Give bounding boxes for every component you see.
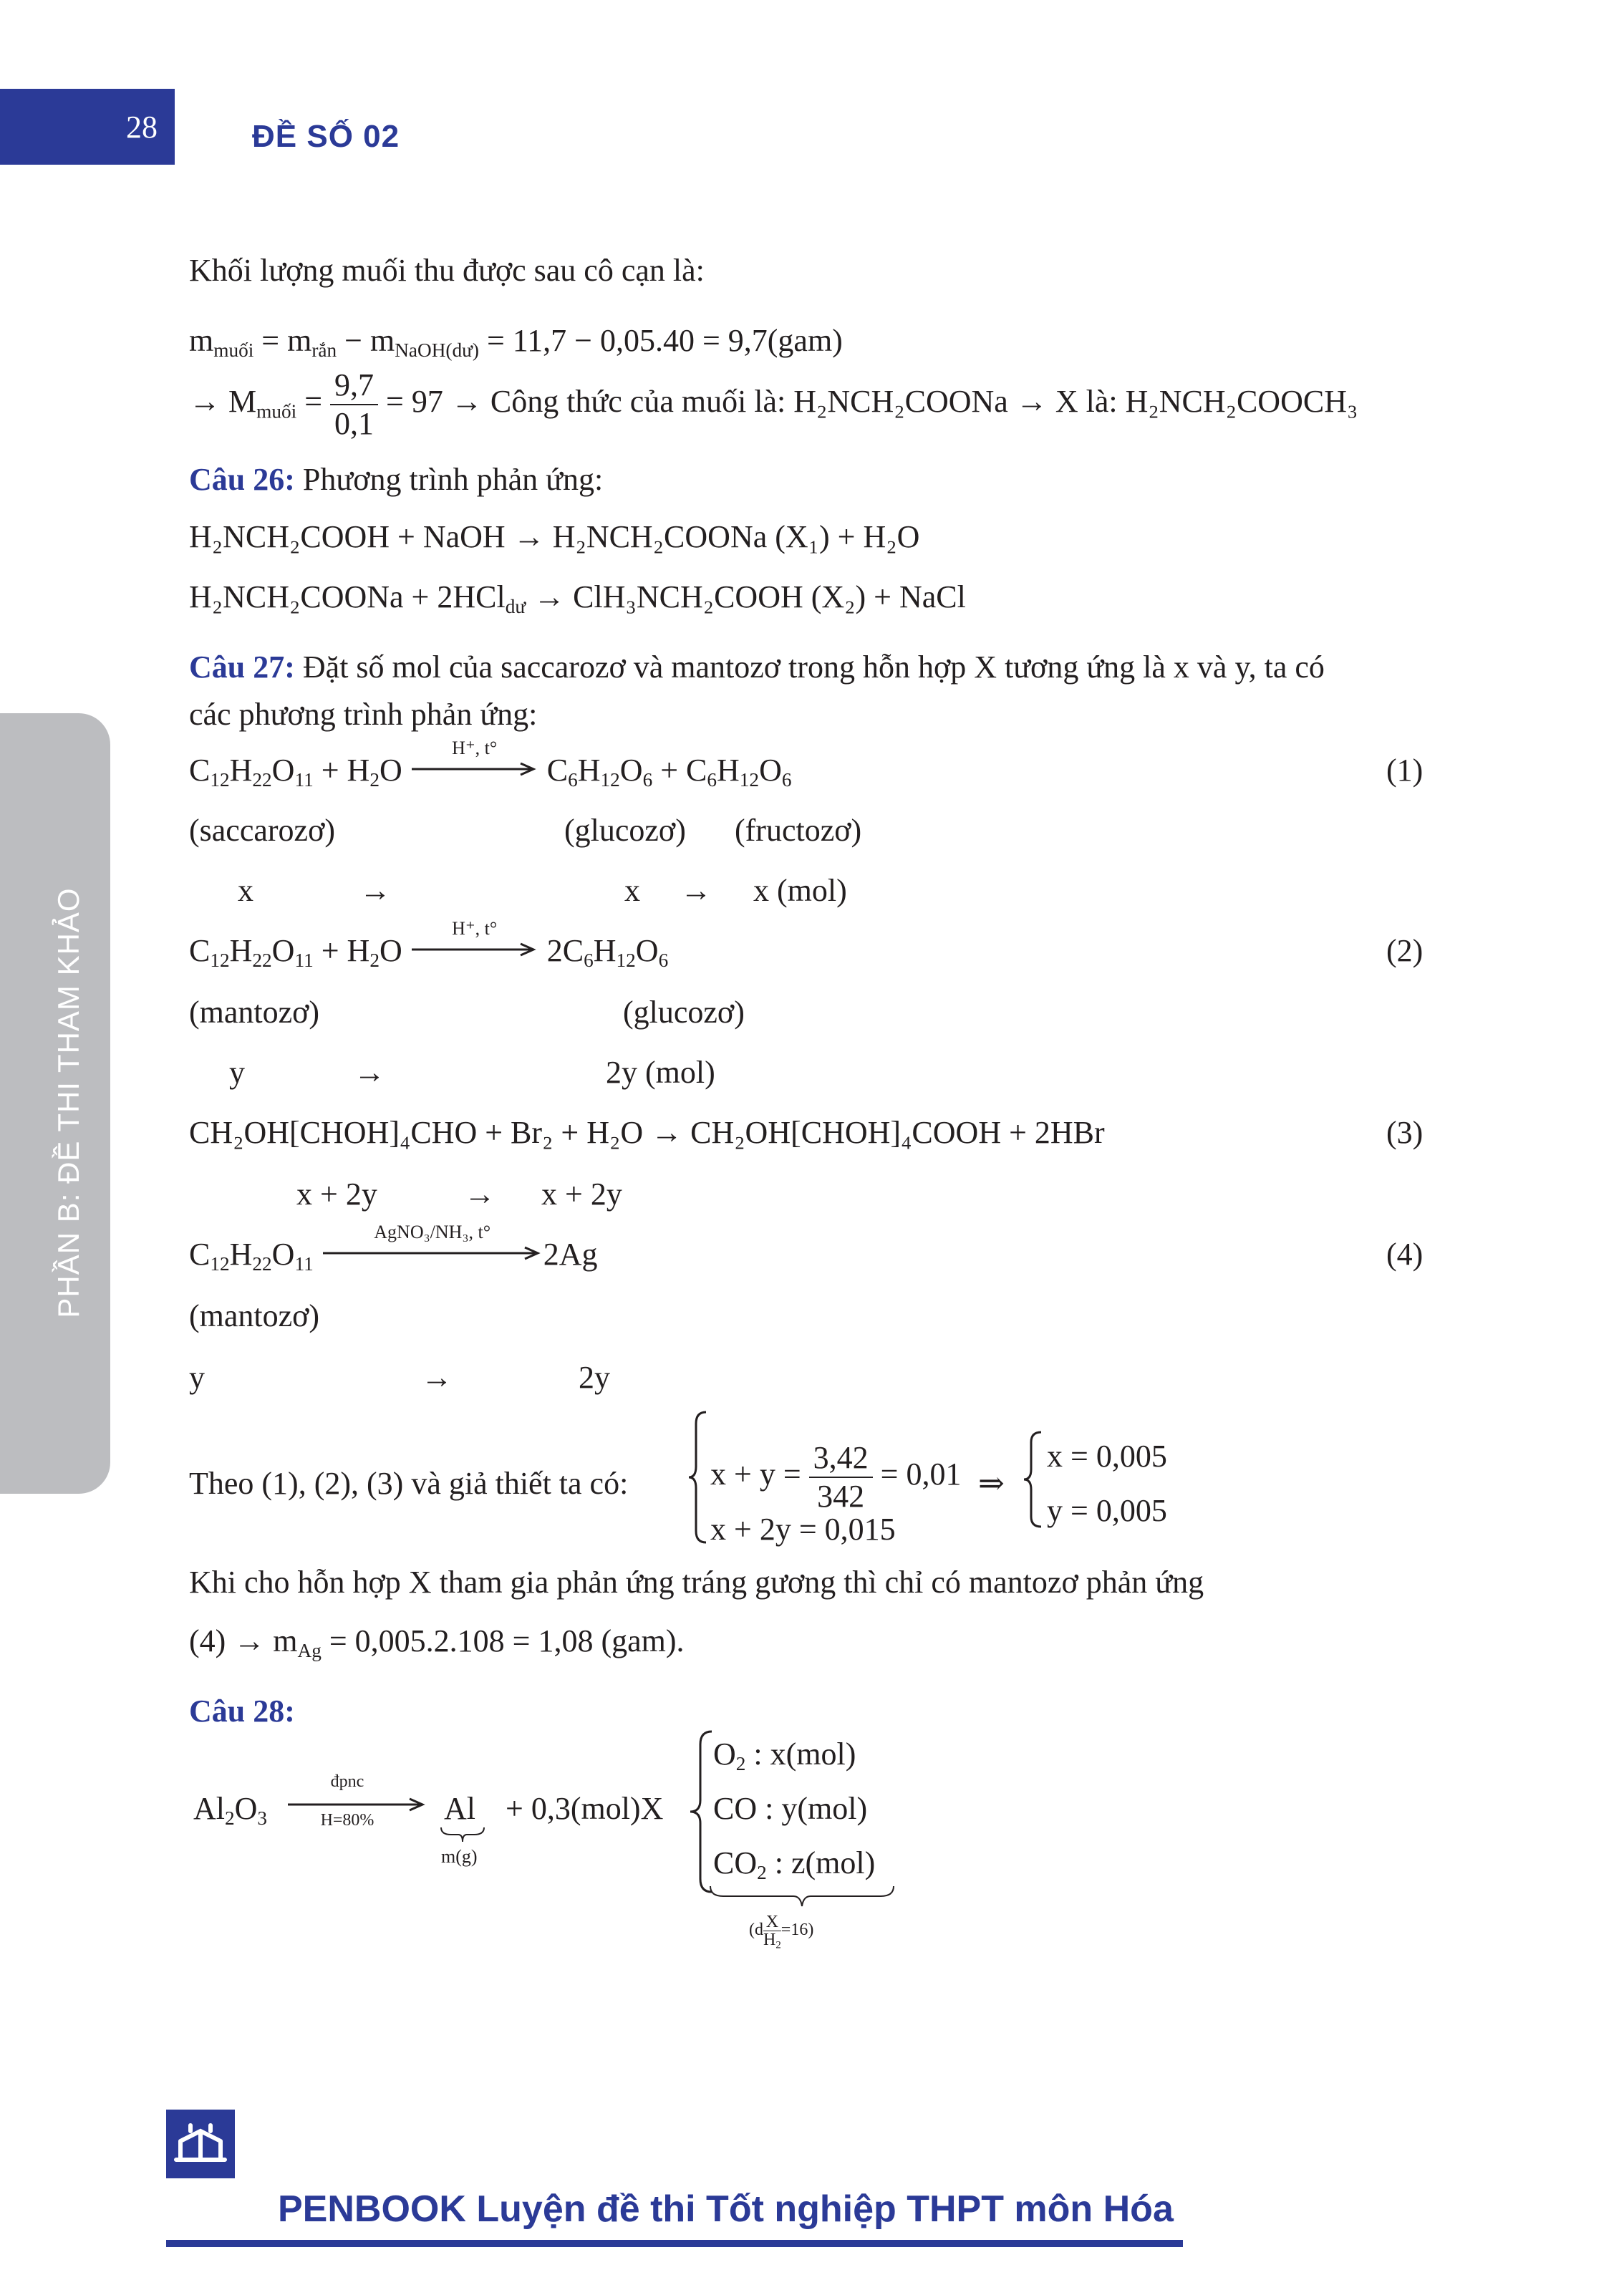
reaction-1: $C_{12}H_{22}O_{11} + H_2O$ H⁺, t° $C_6H_{12}O_6 + C_6H_{12}O_6$ bbox=[189, 737, 792, 791]
fraction: $\frac{9,7}{0,1}$ bbox=[330, 369, 378, 440]
molar-mass-line: → $M_{muối}$ = $\frac{9,7}{0,1}$ = 97 → Công thức của muối là: H₂NCH₂COONa → X là: H₂NCH₂COOCH₃ bbox=[189, 367, 1358, 441]
mol-arrow: → bbox=[421, 1360, 453, 1395]
reaction-2-number: (2) bbox=[1386, 933, 1424, 968]
reaction-3: CH₂OH[CHOH]₄CHO + Br₂ + H₂O → CH₂OH[CHOH]₄COOH + 2HBr bbox=[189, 1115, 1105, 1150]
mol-arrow: → bbox=[464, 1177, 496, 1212]
reaction-4: $C_{12}H_{22}O_{11}$ AgNO₃/NH₃, t° 2Ag bbox=[189, 1221, 598, 1275]
left-brace-icon bbox=[689, 1729, 715, 1895]
arrow-icon: đpnc H=80% bbox=[286, 1786, 430, 1829]
o2-line: $O_2$ : x(mol) bbox=[713, 1737, 856, 1775]
implies-arrow: ⇒ bbox=[978, 1466, 1005, 1501]
footer-divider bbox=[166, 2240, 1183, 2247]
mol-arrow: → bbox=[359, 873, 391, 908]
mol-arrow: → bbox=[354, 1055, 385, 1090]
mantozo-label: (mantozơ) bbox=[189, 1298, 320, 1333]
al-mass-label: m(g) bbox=[441, 1846, 478, 1867]
q26-line: Câu 26: Phương trình phản ứng: bbox=[189, 462, 604, 497]
left-brace-icon bbox=[1023, 1429, 1044, 1530]
density-note: (d $\frac{X}{H_2}$ =16) bbox=[749, 1913, 814, 1951]
intro-line: Khối lượng muối thu được sau cô cạn là: bbox=[189, 253, 705, 288]
mantozo-label: (mantozơ) bbox=[189, 995, 320, 1030]
mol-y: y bbox=[229, 1055, 245, 1090]
q28-label: Câu 28: bbox=[189, 1694, 295, 1729]
system-eq-2: x + 2y = 0,015 bbox=[710, 1512, 896, 1547]
saccarozo-label: (saccarozơ) bbox=[189, 813, 335, 848]
khi-cho-line: Khi cho hỗn hợp X tham gia phản ứng tráng gương thì chỉ có mantozơ phản ứng bbox=[189, 1565, 1204, 1600]
mol-arrow: → bbox=[680, 873, 712, 908]
fraction: $\frac{3,42}{342}$ bbox=[809, 1442, 873, 1512]
reaction-2: $C_{12}H_{22}O_{11} + H_2O$ H⁺, t° $2C_6H_{12}O_6$ bbox=[189, 917, 669, 972]
underbrace-icon bbox=[440, 1826, 485, 1845]
mol-2y: 2y bbox=[579, 1360, 610, 1395]
solution-y: y = 0,005 bbox=[1047, 1493, 1167, 1528]
fructozo-label: (fructozơ) bbox=[735, 813, 862, 848]
left-brace-icon bbox=[687, 1409, 709, 1545]
underbrace-icon bbox=[709, 1885, 895, 1909]
footer-title: PENBOOK Luyện đề thi Tốt nghiệp THPT môn Hóa bbox=[278, 2188, 1174, 2230]
reaction-1-number: (1) bbox=[1386, 753, 1424, 788]
q26-equation-1: H₂NCH₂COOH + NaOH → H₂NCH₂COONa (X₁) + H₂O bbox=[189, 519, 920, 554]
solution-x: x = 0,005 bbox=[1047, 1439, 1167, 1474]
al2o3: $Al_2O_3$ bbox=[193, 1791, 268, 1830]
glucozo-label: (glucozơ) bbox=[623, 995, 745, 1030]
x-mixture: + 0,3(mol)X bbox=[506, 1791, 664, 1826]
q26-equation-2: H₂NCH₂COONa + 2HCl$_{dư}$ → ClH₃NCH₂COOH (X₂) + NaCl bbox=[189, 579, 966, 618]
mol-2y: 2y (mol) bbox=[606, 1055, 715, 1090]
arrow-icon: H⁺, t° bbox=[410, 758, 539, 789]
header-title: ĐỀ SỐ 02 bbox=[252, 119, 400, 154]
mol-x: x (mol) bbox=[753, 873, 847, 908]
mol-x2y: x + 2y bbox=[296, 1177, 377, 1212]
q27-line-2: các phương trình phản ứng: bbox=[189, 697, 538, 732]
theo-line: Theo (1), (2), (3) và giả thiết ta có: bbox=[189, 1466, 629, 1501]
side-tab-label: PHẦN B: ĐỀ THI THAM KHẢO bbox=[52, 887, 85, 1318]
mol-x: x bbox=[238, 873, 253, 908]
q27-line-1: Câu 27: Đặt số mol của saccarozơ và mantozơ trong hỗn hợp X tương ứng là x và y, ta có bbox=[189, 649, 1325, 685]
mass-equation: $m_{muối} = m_{rắn} - m_{NaOH(dư)} = 11,7 - 0,05.40 = 9,7(gam)$ bbox=[189, 323, 843, 362]
system-eq-1: x + y = $\frac{3,42}{342}$ = 0,01 bbox=[710, 1440, 962, 1514]
co2-line: $CO_2$ : z(mol) bbox=[713, 1845, 876, 1884]
reaction-4-number: (4) bbox=[1386, 1237, 1424, 1272]
mol-x2y: x + 2y bbox=[541, 1177, 622, 1212]
mol-x: x bbox=[624, 873, 640, 908]
glucozo-label: (glucozơ) bbox=[564, 813, 686, 848]
penbook-logo-icon bbox=[166, 2110, 235, 2178]
mag-line: $(4) \to m_{Ag} = 0,005.2.108 = 1,08$ (gam). bbox=[189, 1623, 685, 1662]
arrow-icon: AgNO₃/NH₃, t° bbox=[322, 1242, 543, 1273]
co-line: CO : y(mol) bbox=[713, 1791, 868, 1826]
arrow-icon: H⁺, t° bbox=[410, 938, 539, 970]
al-label: Al bbox=[444, 1791, 475, 1826]
mol-y: y bbox=[189, 1360, 205, 1395]
page-number: 28 bbox=[0, 89, 175, 165]
reaction-3-number: (3) bbox=[1386, 1115, 1424, 1150]
